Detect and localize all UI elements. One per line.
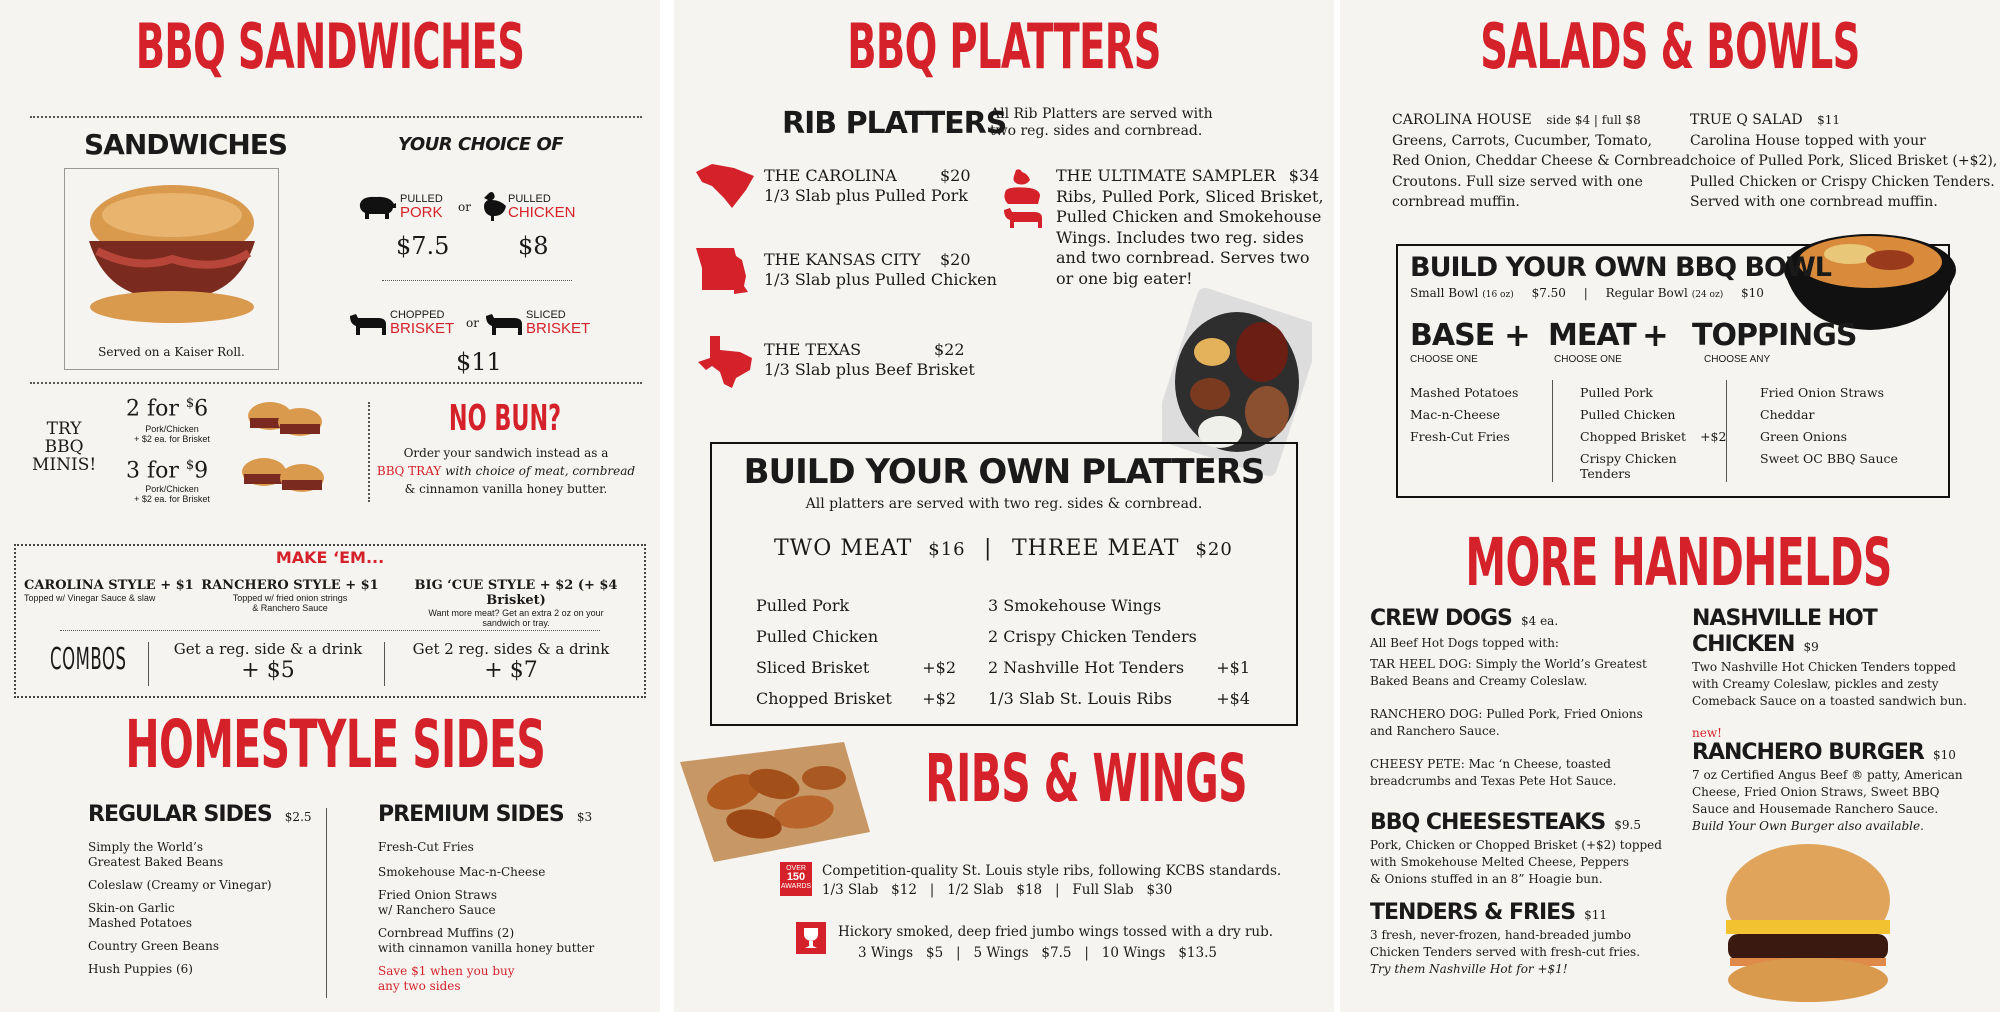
kansas-city-platter: THE KANSAS CITY $20 1/3 Slab plus Pulled Chicken <box>764 250 997 289</box>
three-for-price: 3 for $9 <box>126 458 209 484</box>
divider <box>1552 380 1553 482</box>
regular-sides-heading: REGULAR SIDES $2.5 <box>88 802 312 827</box>
homestyle-sides-title: HOMESTYLE SIDES <box>125 706 546 783</box>
rib-platters-heading: RIB PLATTERS <box>782 106 1007 141</box>
meat-heading: MEAT <box>1548 318 1636 353</box>
or-text: or <box>458 200 471 214</box>
minis-label: TRY BBQ MINIS! <box>32 419 97 475</box>
premium-sides-list: Fresh-Cut Fries Smokehouse Mac-n-Cheese Fried Onion Straws w/ Ranchero Sauce Cornbread Muffins (2) with cinnamon vanilla honey butter Save $1 when you buy any two sides <box>378 840 595 993</box>
carolina-platter: THE CAROLINA $20 1/3 Slab plus Pulled Pork <box>764 166 971 205</box>
sandwich-photo-frame <box>64 168 279 370</box>
toppings-choose: CHOOSE ANY <box>1704 354 1771 365</box>
cow-icon <box>348 310 388 336</box>
platter-meats-left: Pulled Pork Pulled Chicken Sliced Brisket +$2 Chopped Brisket +$2 <box>756 596 956 708</box>
divider <box>368 402 370 502</box>
texas-map-icon <box>696 334 754 388</box>
three-note: Pork/Chicken + $2 ea. for Brisket <box>134 484 210 504</box>
chicken-icon <box>480 190 508 222</box>
texas-platter: THE TEXAS $22 1/3 Slab plus Beef Brisket <box>764 340 975 379</box>
wings-photo <box>674 732 874 872</box>
burger-photo <box>1718 840 1898 1010</box>
crew-dogs: CREW DOGS $4 ea. All Beef Hot Dogs topped with: TAR HEEL DOG: Simply the World’s Greatest Baked Beans and Creamy Coleslaw. RANCHERO DOG: Pulled Pork, Fried Onions and Ranchero Sauce. CHEESY PETE: Mac ‘n Cheese, toasted breadcrumbs and Texas Pete Hot Sauce. <box>1370 606 1647 788</box>
two-meat: TWO MEAT $16 <box>774 536 966 561</box>
bbq-sandwiches-title: BBQ SANDWICHES <box>135 10 525 83</box>
base-choose: CHOOSE ONE <box>1410 354 1478 365</box>
make-em-title: MAKE ‘EM... <box>275 548 385 567</box>
two-note: Pork/Chicken + $2 ea. for Brisket <box>134 424 210 444</box>
build-platters-title: BUILD YOUR OWN PLATTERS <box>743 452 1265 492</box>
chopped-brisket-label: CHOPPED BRISKET <box>390 309 455 337</box>
sandwiches-panel <box>0 0 660 1012</box>
divider <box>60 630 600 631</box>
plus-sign: + <box>1642 316 1668 354</box>
wings-info: Hickory smoked, deep fried jumbo wings tossed with a dry rub. 3 Wings $5 | 5 Wings $7.5 | 10 Wings $13.5 <box>838 924 1274 961</box>
bbq-platters-title: BBQ PLATTERS <box>847 10 1161 83</box>
sandwiches-heading: SANDWICHES <box>84 128 288 161</box>
divider <box>384 642 385 686</box>
salads-panel <box>1340 0 2000 1012</box>
toppings-heading: TOPPINGS <box>1692 318 1857 353</box>
ranchero-burger: new! RANCHERO BURGER $10 7 oz Certified Angus Beef ® patty, American Cheese, Fried Onion Straws, Sweet BBQ Sauce and Housemade Ranchero Sauce. Build Your Own Burger also available. <box>1692 726 1963 833</box>
brisket-price: $11 <box>456 348 502 376</box>
toppings-list: Fried Onion Straws Cheddar Green Onions Sweet OC BBQ Sauce <box>1760 385 1898 466</box>
trophy-icon <box>796 922 826 954</box>
choice-heading: YOUR CHOICE OF <box>398 134 564 155</box>
cow-icon <box>484 310 524 336</box>
platter-meats-right: 3 Smokehouse Wings 2 Crispy Chicken Tenders 2 Nashville Hot Tenders +$1 1/3 Slab St. Louis Ribs +$4 <box>988 596 1250 708</box>
no-bun-text: Order your sandwich instead as a BBQ TRAY with choice of meat, cornbread & cinnamon vanilla honey butter. <box>376 446 636 496</box>
two-for-price: 2 for $6 <box>126 396 209 422</box>
salads-bowls-title: SALADS & BOWLS <box>1480 10 1860 83</box>
sliced-brisket-label: SLICED BRISKET <box>526 309 591 337</box>
divider <box>1726 380 1727 482</box>
sandwich-photo <box>77 181 267 331</box>
meat-list: Pulled Pork Pulled Chicken Chopped Brisket +$2 Crispy Chicken Tenders <box>1580 385 1727 481</box>
awards-badge-icon: OVER 150 AWARDS <box>780 862 812 896</box>
pig-icon <box>356 194 398 220</box>
bbq-cheesesteaks: BBQ CHEESESTEAKS $9.5 Pork, Chicken or Chopped Brisket (+$2) topped with Smokehouse Melted Cheese, Peppers & Onions stuffed in an 8” Hoagie bun. <box>1370 810 1662 886</box>
bowl-title: BUILD YOUR OWN BBQ BOWL <box>1410 252 1831 283</box>
divider <box>382 280 572 281</box>
platters-panel <box>674 0 1334 1012</box>
carolina-house-salad: CAROLINA HOUSE side $4 | full $8 Greens, Carrots, Cucumber, Tomato, Red Onion, Cheddar Cheese & Cornbread Croutons. Full size served with one cornbread muffin. <box>1392 112 1691 210</box>
pork-label: PULLED PORK <box>400 193 443 221</box>
ranchero-style: RANCHERO STYLE + $1 Topped w/ fried onion strings & Ranchero Sauce <box>201 578 379 613</box>
tenders-fries: TENDERS & FRIES $11 3 fresh, never-frozen, hand-breaded jumbo Chicken Tenders served with fresh-cut fries. Try them Nashville Hot for +$1! <box>1370 900 1641 976</box>
combo-2: Get 2 reg. sides & a drink + $7 <box>412 640 610 683</box>
ribs-wings-title: RIBS & WINGS <box>925 740 1247 817</box>
premium-sides-heading: PREMIUM SIDES $3 <box>378 802 593 827</box>
animals-stack-icon <box>1000 168 1044 230</box>
carolina-style: CAROLINA STYLE + $1 Topped w/ Vinegar Sauce & slaw <box>24 578 194 603</box>
bowl-sizes: Small Bowl (16 oz) $7.50 | Regular Bowl (24 oz) $10 <box>1410 286 1764 300</box>
kaiser-text: Served on a Kaiser Roll. <box>98 345 245 359</box>
more-handhelds-title: MORE HANDHELDS <box>1465 524 1892 601</box>
south-carolina-map-icon <box>694 162 756 210</box>
combos-label: COMBOS <box>50 642 127 677</box>
no-bun-title: NO BUN? <box>448 398 562 439</box>
base-list: Mashed Potatoes Mac-n-Cheese Fresh-Cut Fries <box>1410 385 1519 444</box>
missouri-map-icon <box>694 246 750 296</box>
regular-sides-list: Simply the World’s Greatest Baked Beans Coleslaw (Creamy or Vinegar) Skin-on Garlic Mashed Potatoes Country Green Beans Hush Puppies (6) <box>88 840 272 976</box>
rib-platters-note: All Rib Platters are served with two reg. sides and cornbread. <box>990 106 1213 139</box>
plus-sign: + <box>1504 316 1530 354</box>
nashville-hot-chicken: NASHVILLE HOT CHICKEN $9 Two Nashville Hot Chicken Tenders topped with Creamy Coleslaw, pickles and zesty Comeback Sauce on a toasted sandwich bun. <box>1692 606 1967 708</box>
divider <box>148 642 149 686</box>
pork-price: $7.5 <box>396 232 450 260</box>
chicken-label: PULLED CHICKEN <box>508 193 576 221</box>
combo-1: Get a reg. side & a drink + $5 <box>173 640 363 683</box>
chicken-price: $8 <box>518 232 549 260</box>
divider <box>326 808 327 998</box>
three-meat: THREE MEAT $20 <box>1012 536 1233 561</box>
ultimate-sampler: THE ULTIMATE SAMPLER $34 Ribs, Pulled Pork, Sliced Brisket, Pulled Chicken and Smokehouse Wings. Includes two reg. sides and two cornbread. Serves two or one big eater! <box>1056 166 1324 288</box>
minis-photo <box>240 392 330 502</box>
build-platters-subtitle: All platters are served with two reg. sides & cornbread. <box>805 496 1203 512</box>
divider <box>30 382 642 384</box>
divider <box>30 116 642 118</box>
base-heading: BASE <box>1410 318 1495 353</box>
meat-choose: CHOOSE ONE <box>1554 354 1622 365</box>
ribs-info: Competition-quality St. Louis style ribs, following KCBS standards. 1/3 Slab $12 | 1/2 Slab $18 | Full Slab $30 <box>822 863 1282 898</box>
separator: | <box>984 536 992 561</box>
or-text: or <box>466 316 479 330</box>
true-q-salad: TRUE Q SALAD $11 Carolina House topped with your choice of Pulled Pork, Sliced Brisket (+$2), Pulled Chicken or Crispy Chicken Tenders. Served with one cornbread muffin. <box>1690 112 1998 210</box>
big-cue-style: BIG ‘CUE STYLE + $2 (+ $4 Brisket) Want more meat? Get an extra 2 oz on your sandwich or tray. <box>414 578 618 628</box>
